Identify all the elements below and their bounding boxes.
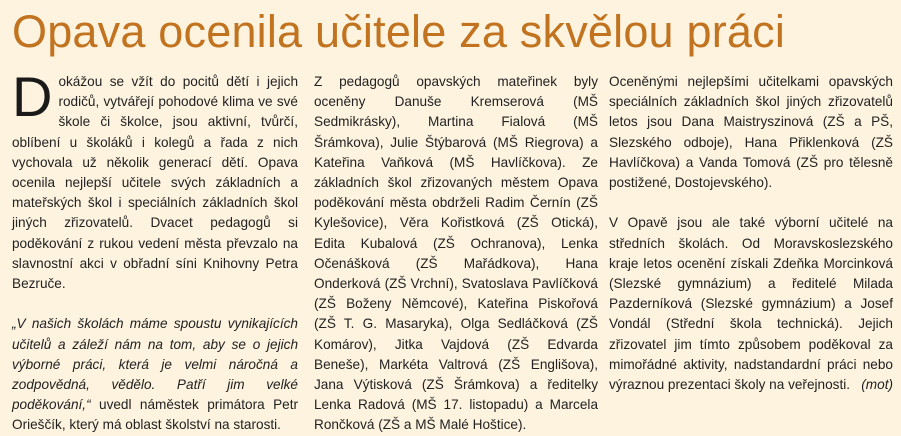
drop-cap: D — [12, 65, 53, 128]
quote-text: „V našich školách máme spoustu vynikajících učitelů a záleží nám na tom, aby se o jejich výborné práci, která je velmi náročná a zodpovědná, vědělo. Patří jim velké poděkování,“ — [12, 316, 298, 413]
author-signature: (mot) — [861, 377, 893, 393]
lead-paragraph — [12, 65, 298, 294]
awardees-paragraph: Z pedagogů opavských mateřinek byly oceněny Danuše Kremserová (MŠ Sedmikrásky), Martina Fialová (MŠ Šrámkova), Julie Štýbarová (MŠ Riegrova) a Kateřina Vaňková (MŠ Havlíčkova). Ze základních škol zřizovaných městem Opava poděkování města obdrželi Radim Černín (ZŠ Kylešovice), Věra Kořistková (ZŠ Otická), Edita Kubalová (ZŠ Ochranova), Lenka Očenášková (ZŠ Mařádkova), Hana Onderková (ZŠ Vrchní), Svatoslava Pavlíčková (ZŠ Boženy Němcové), Kateřina Piskořová (ZŠ T. G. Masaryka), Olga Sedláčková (ZŠ Komárov), Jitka Vajdová (ZŠ Edvarda Beneše), Markéta Valtrová (ZŠ Englišova), Jana Výtisková (ZŠ Šrámkova) a ředitelky Lenka Radová (MŠ 17. listopadu) a Marcela Rončková (ZŠ a MŠ Malé Hoštice). — [314, 74, 598, 433]
secondary-schools-text: V Opavě jsou ale také výborní učitelé na středních školách. Od Moravskoslezského kraje letos ocenění získali Zdeňka Morcinková (Slezské gymnázium) a ředitelé Milada Pazderníková (Slezské gymnázium) a Josef Vondál (Střední škola technická). Jejich zřizovatel jim tímto způsobem poděkoval za mimořádné aktivity, nadstandardní práci nebo výraznou prezentaci školy na veřejnosti. — [609, 215, 893, 393]
quote-paragraph — [12, 314, 298, 435]
headline: Opava ocenila učitele za skvělou práci — [12, 6, 786, 57]
column-2 — [314, 72, 598, 436]
lead-text: okážou se vžít do pocitů dětí i jejich rodičů, vytvářejí pohodové klima ve své škole či školce, jsou aktivní, tvůrčí, oblíbení u školáků i kolegů a řada z nich vychovala už několik generací dětí. Opava ocenila nejlepší učitele svých základních a mateřských škol i speciálních základních škol jiných zřizovatelů. Dvacet pedagogů si poděkování z rukou vedení města převzalo na slavnostní akci v obřadní síni Knihovny Petra Bezruče. — [12, 74, 298, 292]
column-1 — [12, 65, 298, 436]
column-3 — [609, 72, 893, 395]
quote-attribution: uvedl náměstek primátora Petr Orieščík, který má oblast školství na starosti. — [12, 397, 298, 433]
secondary-schools-paragraph — [609, 213, 893, 395]
special-schools-paragraph: Oceněnými nejlepšími učitelkami opavských speciálních základních škol jiných zřizovatelů letos jsou Dana Maistryszinová (ZŠ a PŠ, Slezského odboje), Hana Přiklenková (ZŠ Havlíčkova) a Vanda Tomová (ZŠ pro tělesně postižené, Dostojevského). — [609, 74, 893, 191]
